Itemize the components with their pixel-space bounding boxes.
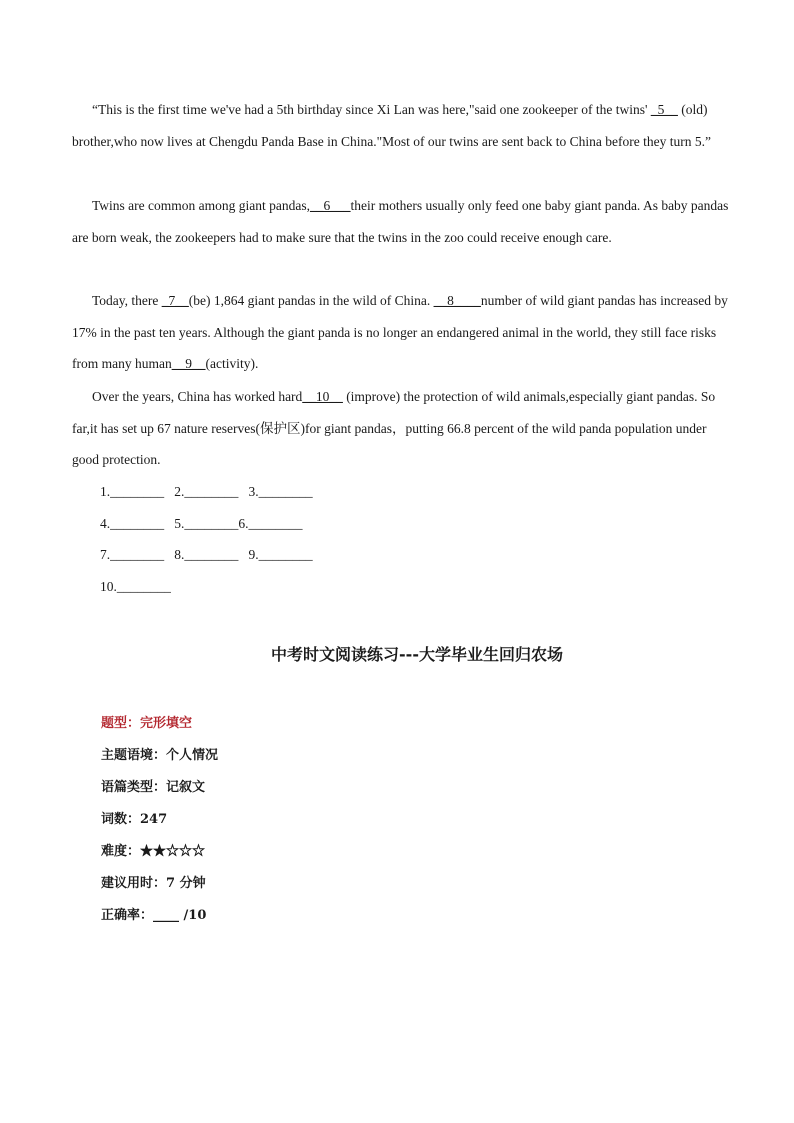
answer-row-1: 1.________ 2.________ 3.________ — [100, 484, 313, 499]
p3-text-b: (be) 1,864 giant pandas in the wild of China. — [188, 293, 434, 308]
blank-7: _7__ — [161, 293, 189, 308]
p1-text-a: “This is the first time we've had a 5th birthday since Xi Lan was here,"said one zookeeper of the twins' — [92, 102, 651, 117]
p4-text-b: (improve) the protection of wild animals,especially giant pandas. So far,it has set up 67 nature reserves(保护区)for giant pandas，putting 66.8 percent of the wild panda population under good protection. — [72, 389, 716, 468]
blank-9: __9__ — [171, 356, 206, 372]
p2-text-a: Twins are common among giant pandas, — [92, 198, 311, 213]
answer-row-4: 10.________ — [100, 579, 171, 595]
p2-text-b: their mothers usually only feed one baby giant panda. As baby pandas are born weak, the zookeepers had to make sure that the twins in the zoo could receive enough care. — [72, 198, 729, 245]
suggested-time: 建议用时：7 分钟 — [101, 876, 206, 891]
blank-10: __10__ — [302, 389, 343, 404]
p3-text-c: number of wild giant pandas has increased by 17% in the past ten years. Although the giant panda is no longer an endangered animal in the world, they still face risks from many human — [72, 293, 728, 372]
exercise-info — [101, 708, 218, 932]
passage-paragraph-4 — [72, 381, 732, 476]
p4-text-a: Over the years, China has worked hard — [92, 389, 303, 404]
accuracy-rate: 正确率：____ /10 — [101, 908, 207, 923]
text-genre: 语篇类型：记叙文 — [101, 780, 206, 795]
blank-5: _5__ — [650, 102, 678, 117]
word-count: 词数：247 — [101, 812, 168, 827]
answer-row-2: 4.________ 5.________6.________ — [100, 515, 303, 531]
passage-paragraph-2 — [72, 190, 732, 253]
p3-text-d: (activity). — [205, 356, 259, 372]
passage-paragraph-1 — [72, 94, 732, 157]
theme-context: 主题语境：个人情况 — [101, 748, 219, 763]
blank-6: __6___ — [310, 198, 351, 213]
p3-text-a: Today, there — [92, 293, 162, 308]
question-type: 题型：完形填空 — [101, 716, 193, 731]
answer-row-3: 7.________ 8.________ 9.________ — [100, 547, 313, 563]
answer-lines — [100, 476, 313, 603]
blank-8: __8____ — [433, 293, 481, 308]
p1-text-b: (old) brother,who now lives at Chengdu Panda Base in China."Most of our twins are sent back to China before they turn 5.” — [72, 102, 711, 149]
section-title: 中考时文阅读练习---大学毕业生回归农场 — [271, 645, 563, 664]
passage-paragraph-3 — [72, 285, 732, 380]
difficulty-rating: 难度：★★☆☆☆ — [101, 844, 206, 859]
